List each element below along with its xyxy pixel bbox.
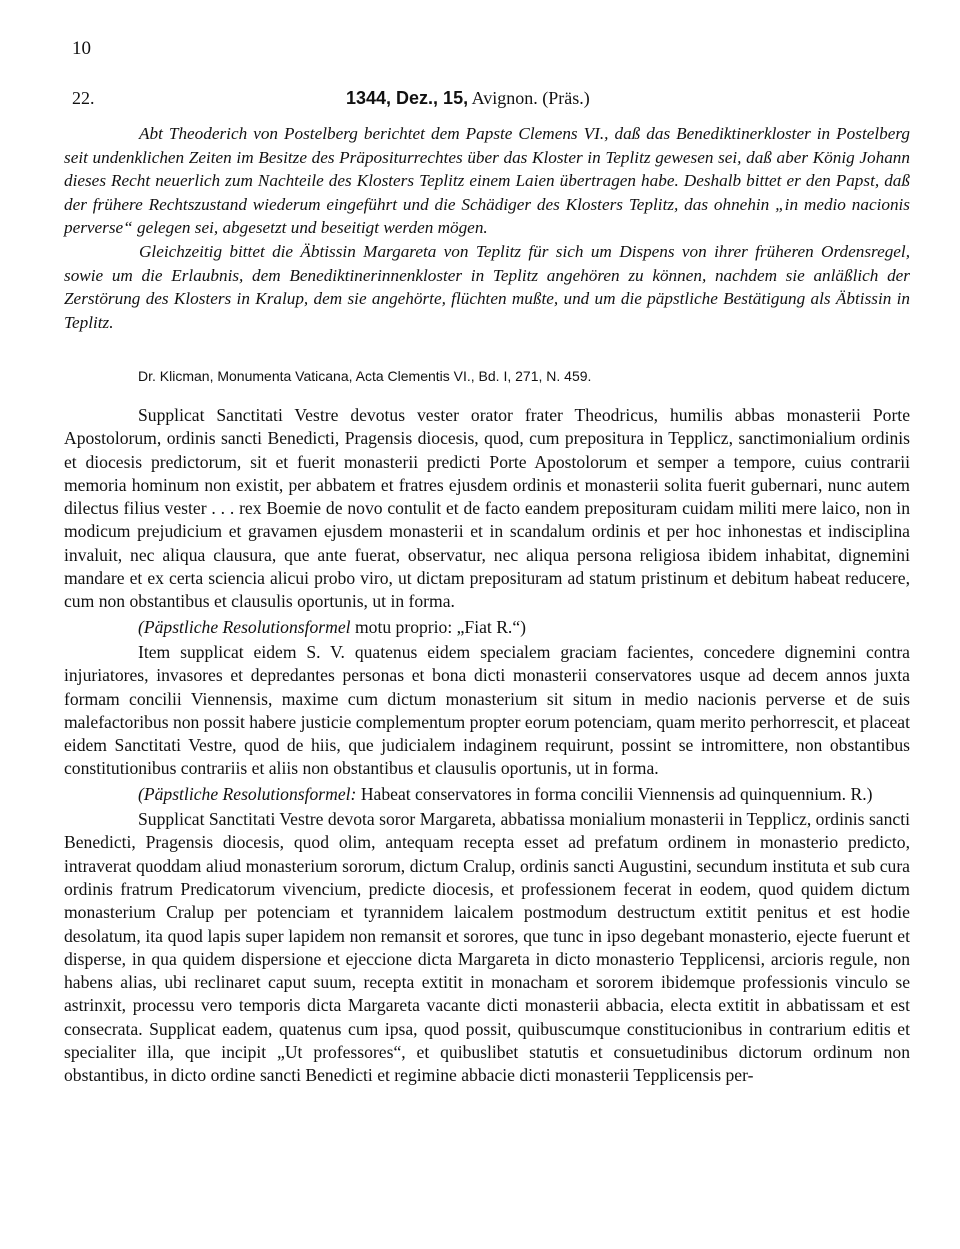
document-header [346,88,590,109]
regest-paragraph: Abt Theoderich von Postelberg berichtet dem Papste Clemens VI., daß das Benediktinerkloster in Postelberg seit undenklichen Zeiten im Besitze des Präpositurrechtes über das Kloster in Teplitz gewesen sei, daß aber König Johann dieses Recht neuerlich zum Nachteile des Klosters Teplitz einem Laien übertragen habe. Deshalb bittet er den Papst, daß der frühere Rechtszustand wiederum eingeführt und die Schädiger des Klosters Teplitz, das ohnehin „in medio nacionis perverse“ gelegen sei, abgesetzt und beseitigt werden mögen. [64,124,910,238]
page-number: 10 [72,38,91,59]
resolution-formula [64,616,910,639]
resolution-formula [64,783,910,806]
document-body [64,404,910,1088]
body-paragraph: Item supplicat eidem S. V. quatenus eidem specialem graciam facientes, concedere dignemini contra injuriatores, invasores et depredantes personas et bona dicti monasterii conservatores usque ad decem annos juxta formam concilii Viennensis, maxime cum dictum monasterium sit situm in medio nacionis perverse et de suis malefactoribus non possit habere justicie complementum propter eorum potenciam, quam merito perhorrescit, et placeat eidem Sanctitati Vestre, quod de hiis, que judicialem indaginem requirunt, possint se intromittere, non obstantibus constitutionibus contrariis et aliis non obstantibus et clausulis oportunis, ut in forma. [64,641,910,779]
regest-paragraph: Gleichzeitig bittet die Äbtissin Margareta von Teplitz für sich um Dispens von ihrer früheren Ordensregel, sowie um die Erlaubnis, dem Benediktinerinnenkloster in Teplitz angehören zu können, nachdem sie anläßlich der Zerstörung des Klosters in Kralup, dem sie angehörte, flüchten mußte, und um die päpstliche Bestätigung als Äbtissin in Teplitz. [64,241,910,332]
body-paragraph: Supplicat Sanctitati Vestre devotus vester orator frater Theodricus, humilis abbas monasterii Porte Apostolorum, ordinis sancti Benedicti, Pragensis diocesis, quod, cum prepositura in Tepplicz, sanctimonialium ordinis et diocesis predictorum, sit et fuerit monasterii predicti Porte Apostolorum et semper a tempore, cuius contrarii memoria hominum non existit, per abbatem et fratres ejusdem ordinis et monasterii solita fuerit gubernari, nunc autem dilectus filius vester . . . rex Boemie de novo contulit et de facto eandem preposituram cuidam militi mere laico, non in modicum prejudicium et gravamen ejusdem monasterii et in scandalum ordinis et per hoc inhonestas et indisciplina invaluit, nec aliqua clausura, que ante fuerat, observatur, nec aliqua persona religiosa ibidem inhabitat, dignemini mandare et ex certa sciencia alicui probo viro, ut dictam preposituram ad statum pristinum et debitum habeat reducere, cum non obstantibus et clausulis oportunis, ut in forma. [64,405,910,612]
document-number: 22. [72,88,95,108]
regest [64,122,910,334]
document-date: 1344, Dez., 15, [346,88,469,108]
body-paragraph: Supplicat Sanctitati Vestre devota soror Margareta, abbatissa monialium monasterii in Tepplicz, ordinis sancti Benedicti, Pragensis diocesis, quod olim, antequam recepta esset ad prefatum ordinem in monasterio predicto, intraverat quoddam aliud monasterium sororum, dictum Cralup, ordinis sancti Augustini, secundum instituta et sub cura ordinis fratrum Predicatorum vivencium, predicte diocesis, et professionem fecerat in eodem, quod quidem dictum monasterium Cralup per potenciam et tyrannidem laicalem postmodum destructum extitit penitus et est hodie desolatum, ita quod lapis super lapidem non remansit et sorores, que tunc in ipso degebant monasterio, ejecte fuerunt et disperse, in qua quidem dispersione et ejeccione dicta Margareta in dicto monasterio Tepplicensi, arcioris regule, non habens alias, ubi reclinaret caput suum, recepta extitit in monacham et sororem ibidemque professionis vinculo se astrinxit, processu vero temporis dicta Margareta vacante dicti monasterii abbacia, electa extitit in abbatissam et est consecrata. Supplicat eadem, quatenus cum ipsa, quod possit, quibuscumque constitucionibus in contrarium editis et specialiter illa, que incipit „Ut professores“, et quibuslibet statutis et consuetudinibus dictorum ordinum non obstantibus, in dicto ordine sancti Benedicti et regimine abbacie dicti monasterii Tepplicensis per- [64,809,910,1086]
document-mark: (Präs.) [542,88,590,108]
formula-label: (Päpstliche Resolutionsformel: [138,783,357,804]
source-citation: Dr. Klicman, Monumenta Vaticana, Acta Clementis VI., Bd. I, 271, N. 459. [138,368,592,384]
formula-text: Habeat conservatores in forma concilii Viennensis ad quinquennium. R.) [360,783,873,804]
document-place: Avignon. [471,88,538,108]
formula-label: (Päpstliche Resolutionsformel [138,616,351,637]
formula-text: motu proprio: „Fiat R.“) [354,616,526,637]
